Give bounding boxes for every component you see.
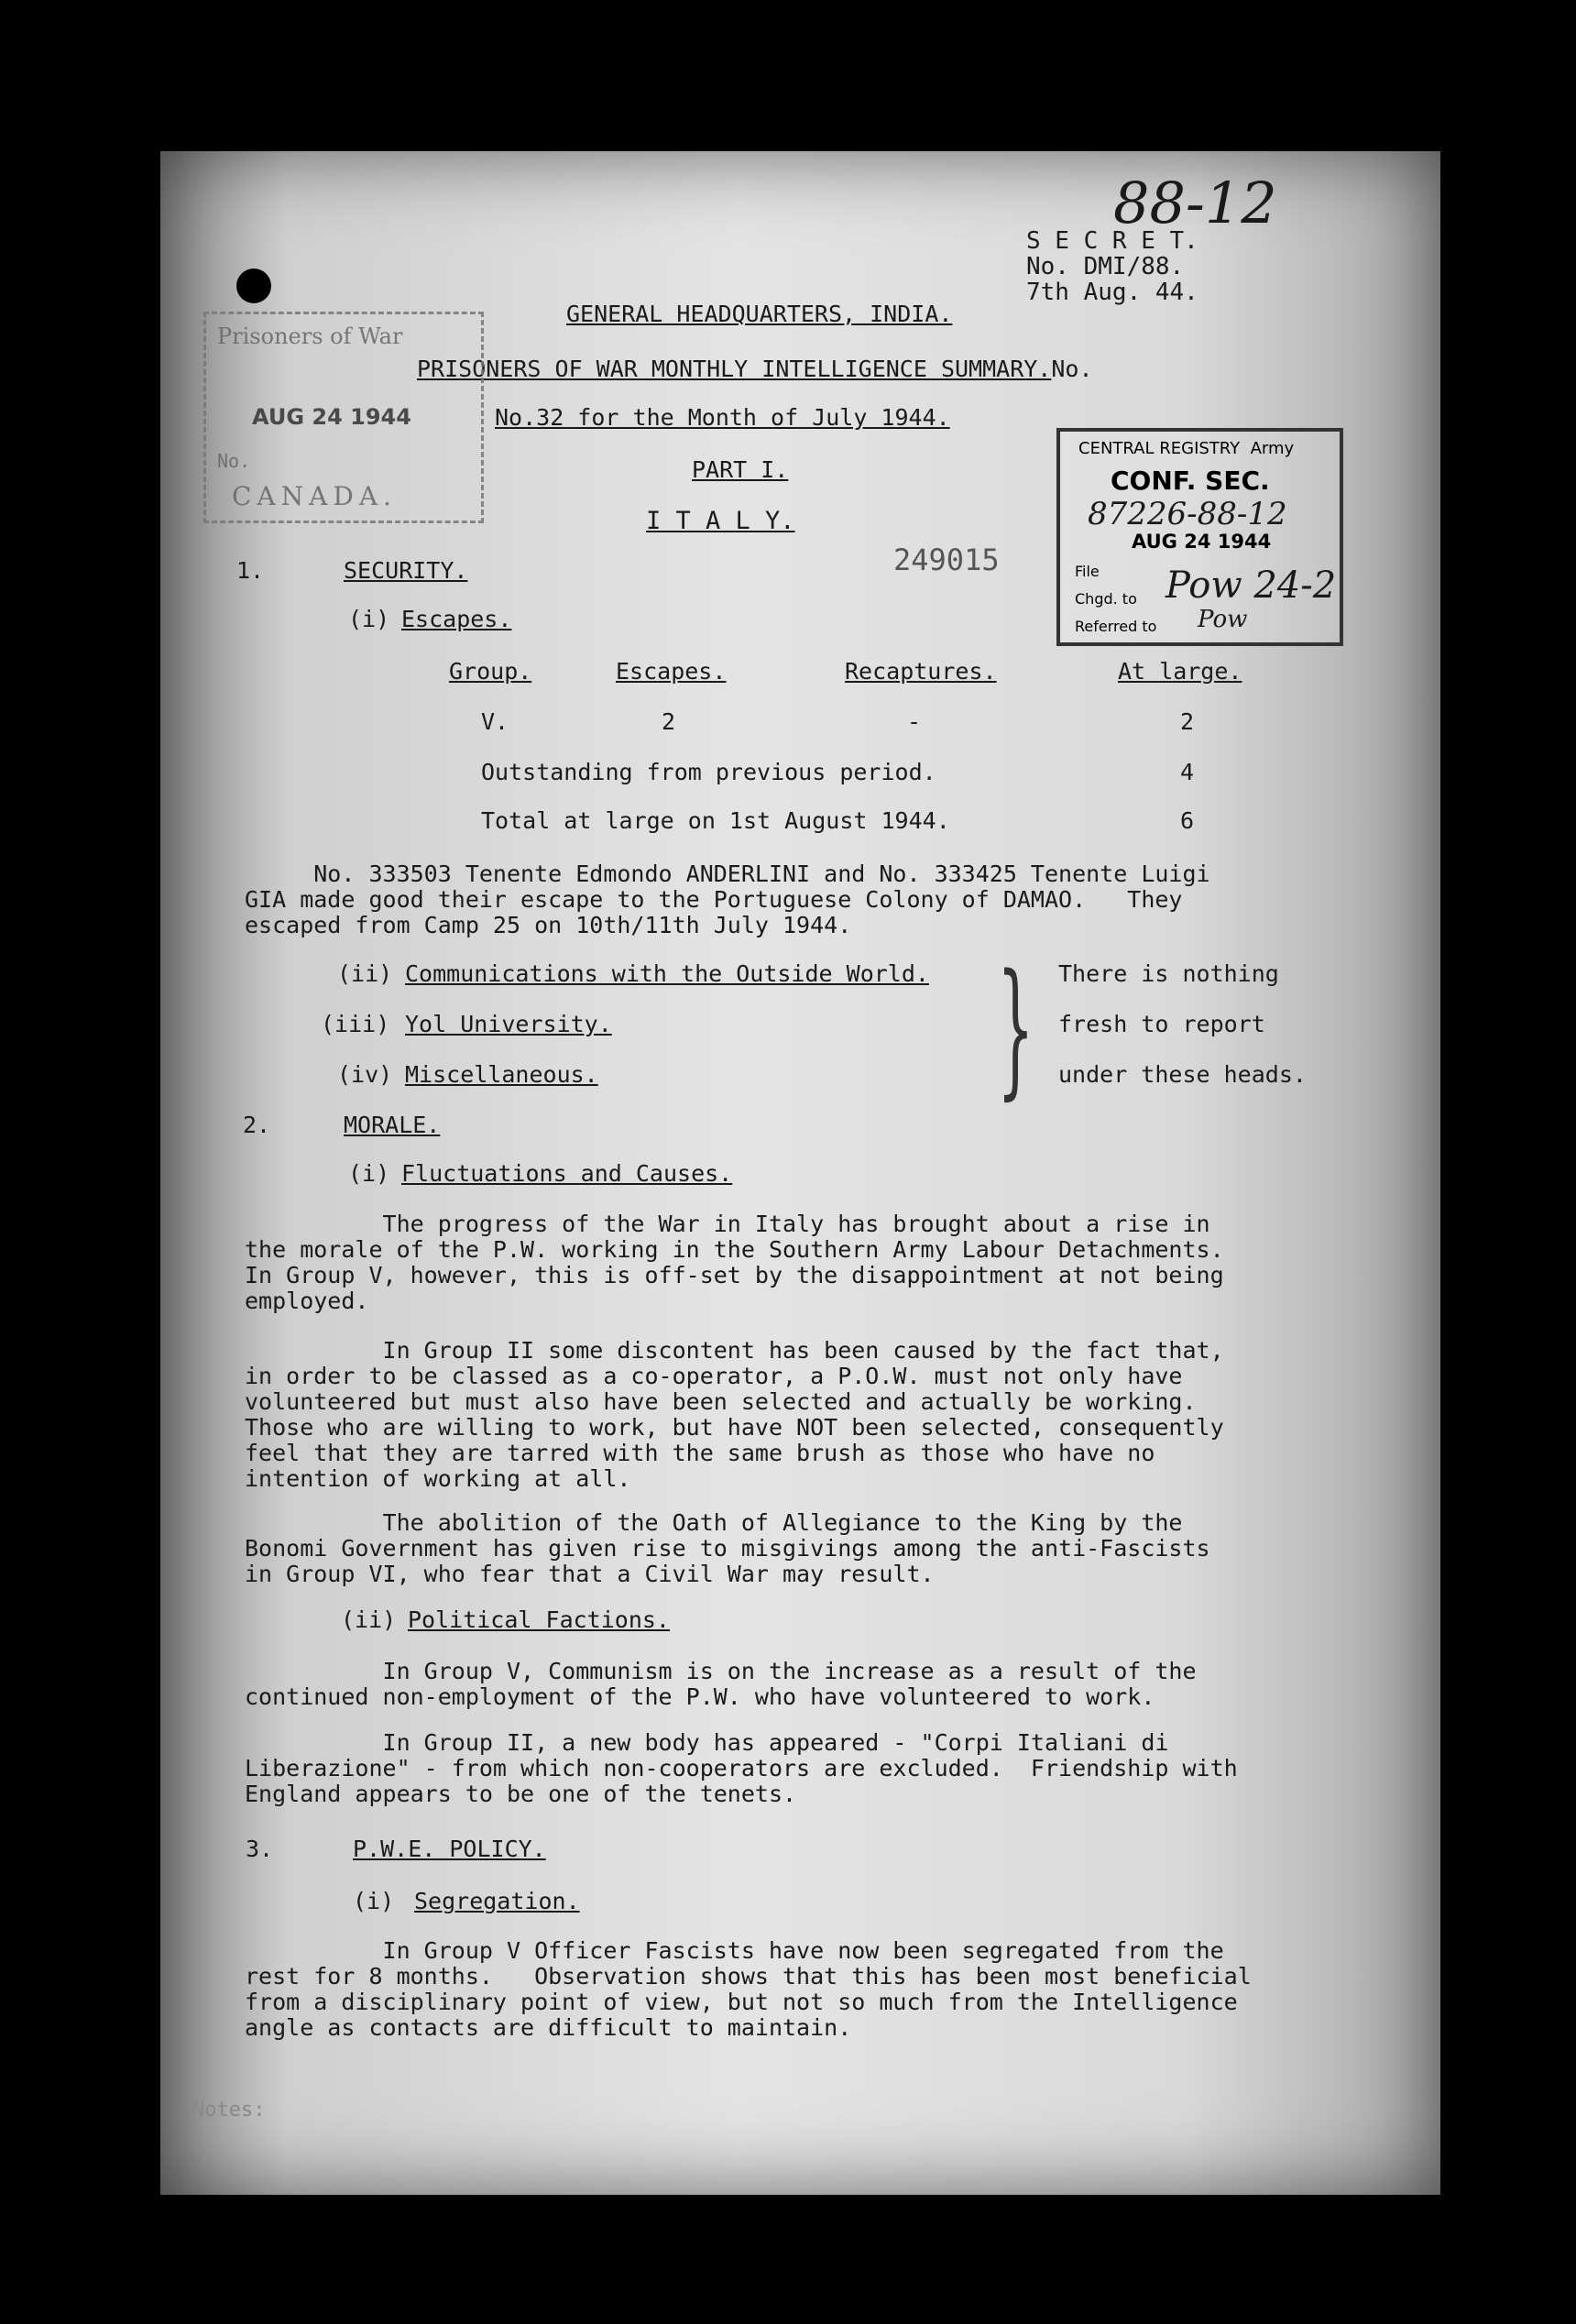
stamp-left-country: CANADA. (232, 481, 397, 511)
section-3-title: P.W.E. POLICY. (353, 1836, 546, 1862)
table-header-escapes: Escapes. (616, 658, 727, 685)
morale-paragraph-1-line: the morale of the P.W. working in the Southern Army Labour Detachments. (245, 1236, 1224, 1263)
outstanding-label: Outstanding from previous period. (481, 759, 936, 785)
stamp-right-ref: 87226-88-12 (1088, 496, 1287, 532)
political-subnum: (ii) (341, 1606, 397, 1633)
escape-paragraph (245, 861, 1210, 938)
morale-paragraph-3-line: Bonomi Government has given rise to misgivings among the anti-Fascists (245, 1535, 1210, 1562)
political-paragraph-2 (245, 1730, 1238, 1807)
table-cell-at-large: 2 (1180, 708, 1195, 735)
stamp-right-chgd-label: Chgd. to (1075, 590, 1137, 608)
morale-paragraph-2-line: Those who are willing to work, but have NOT been selected, consequently (245, 1414, 1224, 1441)
table-cell-recaptures: - (907, 708, 922, 735)
section-2-title: MORALE. (344, 1112, 441, 1138)
morale-paragraph-2-line: intention of working at all. (245, 1465, 631, 1492)
issue-line: No.32 for the Month of July 1944. (495, 404, 950, 431)
escapes-subtitle: Escapes. (401, 606, 512, 632)
stamp-right-file-label: File (1075, 563, 1100, 580)
fluctuations-subtitle: Fluctuations and Causes. (401, 1160, 733, 1187)
nothing-to-report-line-2: fresh to report (1058, 1011, 1265, 1037)
morale-paragraph-2 (245, 1338, 1224, 1492)
political-paragraph-2-line: Liberazione" - from which non-cooperators are excluded. Friendship with (245, 1755, 1238, 1781)
segregation-paragraph (245, 1938, 1252, 2041)
escapes-subnum: (i) (348, 606, 390, 632)
table-cell-group: V. (481, 708, 509, 735)
segregation-paragraph-line: rest for 8 months. Observation shows that this has been most beneficial (245, 1963, 1252, 1990)
brace-glyph: } (997, 942, 1034, 1113)
summary-title-line (417, 357, 1093, 380)
political-paragraph-2-line: In Group II, a new body has appeared - "Corpi Italiani di (245, 1729, 1169, 1756)
reference-number: No. DMI/88. (1026, 253, 1185, 280)
stamp-right-referred-value: Pow (1198, 606, 1248, 633)
punch-hole (236, 269, 271, 303)
handwritten-file-number: 88-12 (1113, 170, 1277, 236)
item-ii-title: Communications with the Outside World. (405, 960, 929, 987)
item-iv-number: (iv) (337, 1061, 393, 1088)
item-iii-number: (iii) (321, 1011, 390, 1037)
table-cell-escapes: 2 (662, 708, 676, 735)
political-subtitle: Political Factions. (408, 1606, 670, 1633)
stamp-left-no: No. (217, 450, 251, 472)
document-date: 7th Aug. 44. (1026, 279, 1198, 306)
morale-paragraph-2-line: in order to be classed as a co-operator, a P.O.W. must not only have (245, 1363, 1183, 1389)
section-1-title: SECURITY. (344, 557, 468, 584)
escape-paragraph-line: escaped from Camp 25 on 10th/11th July 1944. (245, 912, 852, 938)
hq-heading: GENERAL HEADQUARTERS, INDIA. (566, 301, 953, 327)
political-paragraph-1 (245, 1659, 1197, 1710)
section-1-number: 1. (236, 557, 265, 584)
country-heading: I T A L Y. (646, 507, 795, 535)
segregation-subtitle: Segregation. (414, 1888, 580, 1914)
outstanding-value: 4 (1180, 759, 1195, 785)
segregation-paragraph-line: angle as contacts are difficult to maintain. (245, 2014, 852, 2041)
escape-paragraph-line: No. 333503 Tenente Edmondo ANDERLINI and No. 333425 Tenente Luigi (245, 861, 1210, 887)
section-2-number: 2. (243, 1112, 271, 1138)
morale-paragraph-1-line: The progress of the War in Italy has brought about a rise in (245, 1211, 1210, 1237)
stamp-left-date: AUG 24 1944 (252, 404, 411, 430)
morale-paragraph-2-line: feel that they are tarred with the same brush as those who have no (245, 1440, 1155, 1466)
stamp-right-conf: CONF. SEC. (1111, 466, 1270, 496)
part-heading: PART I. (692, 456, 789, 483)
morale-paragraph-3 (245, 1510, 1210, 1587)
received-stamp-canada (203, 312, 484, 523)
summary-title-suffix: No. (1051, 356, 1093, 382)
morale-paragraph-2-line: volunteered but must also have been selected and actually be working. (245, 1388, 1197, 1415)
registry-stamp (1056, 428, 1343, 646)
segregation-paragraph-line: from a disciplinary point of view, but not so much from the Intelligence (245, 1989, 1238, 2015)
political-paragraph-1-line: continued non-employment of the P.W. who have volunteered to work. (245, 1683, 1155, 1710)
political-paragraph-1-line: In Group V, Communism is on the increase as a result of the (245, 1658, 1197, 1684)
escape-paragraph-line: GIA made good their escape to the Portuguese Colony of DAMAO. They (245, 886, 1183, 913)
section-3-number: 3. (246, 1836, 274, 1862)
serial-number: 249015 (893, 543, 1000, 577)
segregation-paragraph-line: In Group V Officer Fascists have now been segregated from the (245, 1937, 1224, 1964)
morale-paragraph-1-line: In Group V, however, this is off-set by the disappointment at not being (245, 1262, 1224, 1288)
morale-paragraph-3-line: in Group VI, who fear that a Civil War may result. (245, 1561, 935, 1587)
item-ii-number: (ii) (337, 960, 393, 987)
stamp-right-registry: CENTRAL REGISTRY Army (1078, 439, 1295, 458)
morale-paragraph-2-line: In Group II some discontent has been caused by the fact that, (245, 1337, 1224, 1364)
total-value: 6 (1180, 807, 1195, 834)
stamp-right-chgd-value: Pow 24-2 (1166, 565, 1337, 607)
morale-paragraph-1-line: employed. (245, 1288, 369, 1314)
table-header-group: Group. (449, 658, 532, 685)
item-iii-title: Yol University. (405, 1011, 612, 1037)
nothing-to-report-line-3: under these heads. (1058, 1061, 1307, 1088)
table-header-recaptures: Recaptures. (845, 658, 997, 685)
table-header-at-large: At large. (1118, 658, 1242, 685)
fluctuations-subnum: (i) (348, 1160, 390, 1187)
secret-marking: S E C R E T. (1026, 227, 1198, 255)
segregation-subnum: (i) (353, 1888, 395, 1914)
stamp-right-referred-label: Referred to (1075, 618, 1157, 635)
nothing-to-report-line-1: There is nothing (1058, 960, 1279, 987)
item-iv-title: Miscellaneous. (405, 1061, 598, 1088)
stamp-right-date: AUG 24 1944 (1132, 531, 1272, 553)
total-label: Total at large on 1st August 1944. (481, 807, 950, 834)
faint-footer-note: Notes: (192, 2099, 266, 2121)
stamp-left-title: Prisoners of War (217, 323, 403, 349)
summary-title: PRISONERS OF WAR MONTHLY INTELLIGENCE SUMMARY. (417, 356, 1052, 382)
morale-paragraph-3-line: The abolition of the Oath of Allegiance to the King by the (245, 1509, 1183, 1536)
morale-paragraph-1 (245, 1211, 1224, 1314)
political-paragraph-2-line: England appears to be one of the tenets. (245, 1781, 797, 1807)
